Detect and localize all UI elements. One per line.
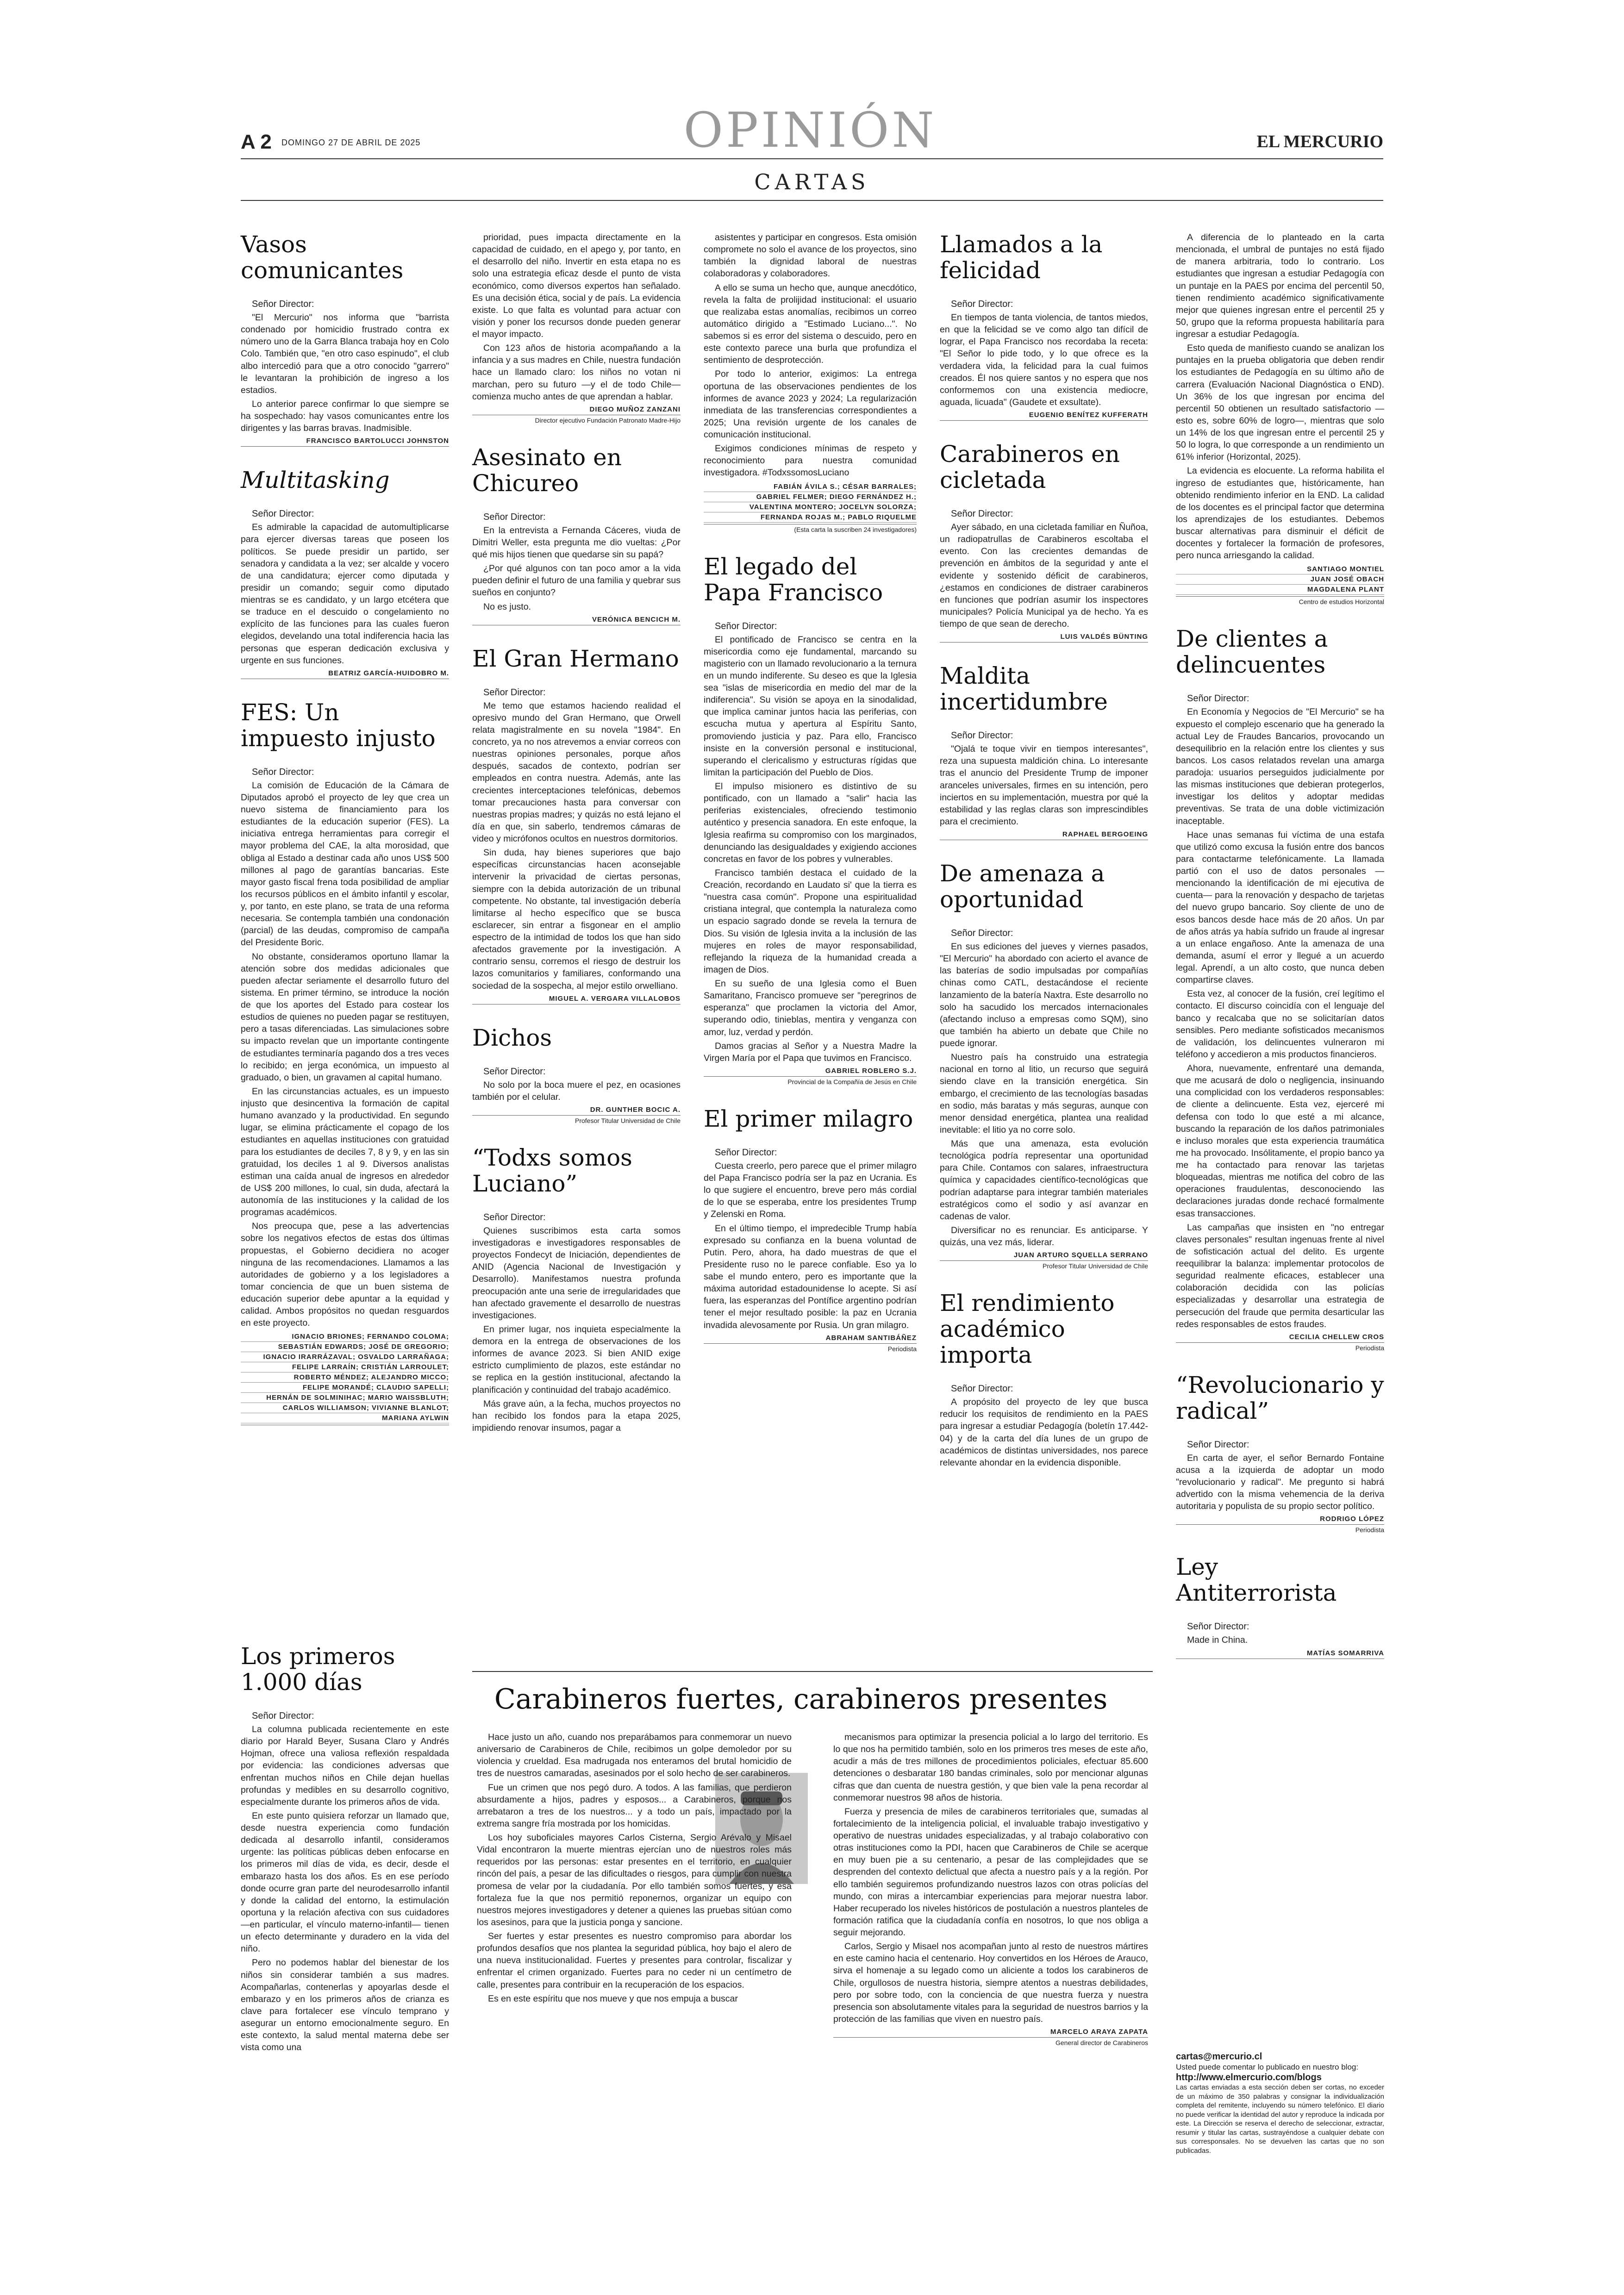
letter-signatures bbox=[704, 482, 917, 524]
letter-paragraph: "Ojalá te toque vivir en tiempos interesantes", reza una supuesta maldición china. Lo interesante tras el anuncio del Presidente Trump de imponer aranceles universales, firmes en su intención, pero inciertos en su implementación, muestra por qué la estabilidad y las reglas claras son imprescindibles para el crecimiento. bbox=[940, 744, 1148, 827]
feature-signature: MARCELO ARAYA ZAPATA bbox=[833, 2028, 1148, 2038]
letter-title: “Todxs somos Luciano” bbox=[472, 1144, 632, 1197]
section-title: OPINIÓN bbox=[683, 102, 937, 158]
letter-title: Maldita incertidumbre bbox=[940, 662, 1108, 716]
letter-salutation: Señor Director: bbox=[1187, 693, 1249, 704]
letter bbox=[940, 231, 1148, 421]
column-3 bbox=[704, 231, 917, 1620]
letter-salutation: Señor Director: bbox=[951, 299, 1013, 309]
letter-paragraph: En tiempos de tanta violencia, de tantos miedos, en que la felicidad se ve como algo tan difícil de lograr, el Papa Francisco nos recordaba la receta: "El Señor lo pide todo, y lo que ofrece es la verdadera vida, la felicidad para la cual fuimos creados. Él nos quiere santos y no espera que nos conformemos con una existencia mediocre, aguada, licuada" (Gaudete et exsultate). bbox=[940, 312, 1148, 407]
letter-paragraph: No obstante, consideramos oportuno llamar la atención sobre dos medidas adicionales que pueden afectar seriamente el desarrollo futuro del sistema. En primer término, se introduce la noción de que los aportes del Estado para costear los estudios de quienes no pueden pagar se restituyen, pero a tasas diferenciadas. Las simulaciones sobre su impacto revelan que un importante contingente de estudiantes terminaría pagando dos a tres veces lo recibido; en jerga económica, un impuesto al graduado, o bien, un gravamen al capital humano. bbox=[241, 951, 449, 1083]
signature-name: IGNACIO IRARRÁZAVAL; OSVALDO LARRAÑAGA; bbox=[241, 1352, 449, 1362]
letter-paragraph: Lo anterior parece confirmar lo que siempre se ha sospechado: hay vasos comunicantes entre los dirigentes y las barras bravas. Inadmisible. bbox=[241, 399, 449, 434]
letter-paragraph: En las circunstancias actuales, es un impuesto injusto que desincentiva la formación de capital humano avanzado y la productividad. En segundo lugar, se elimina prácticamente el copago de los estudiantes en aquellas instituciones con gratuidad para los estudiantes de deciles 7, 8 y 9, y en las sin gratuidad, los deciles 1 al 9. Diversos analistas estiman una caída anual de ingresos en alrededor de US$ 200 millones, lo cual, sin duda, afectará la autonomía de las instituciones y la calidad de los programas académicos. bbox=[241, 1086, 449, 1218]
letter-signature: FRANCISCO BARTOLUCCI JOHNSTON bbox=[241, 437, 449, 447]
letter-salutation: Señor Director: bbox=[951, 1384, 1013, 1394]
letter-salutation: Señor Director: bbox=[252, 509, 314, 519]
signature-name: FERNANDA ROJAS M.; PABLO RIQUELME bbox=[704, 512, 917, 523]
signature-name: VALENTINA MONTERO; JOCELYN SOLORZA; bbox=[704, 502, 917, 512]
letter bbox=[940, 441, 1148, 642]
letter-salutation: Señor Director: bbox=[715, 1147, 777, 1158]
letter-title: De clientes a delincuentes bbox=[1176, 625, 1328, 679]
letter bbox=[472, 646, 681, 1004]
column-1-continued bbox=[241, 1643, 449, 2245]
feature-title: Carabineros fuertes, carabineros presentes bbox=[494, 1683, 1108, 1715]
letter bbox=[241, 231, 449, 447]
letter-salutation: Señor Director: bbox=[951, 730, 1013, 741]
letter bbox=[241, 467, 449, 679]
letter-signer-role: Periodista bbox=[1355, 1344, 1384, 1352]
letter-title: Carabineros en cicletada bbox=[940, 441, 1120, 493]
letter bbox=[241, 1643, 449, 2053]
column-4 bbox=[940, 231, 1148, 1620]
letter-salutation: Señor Director: bbox=[715, 621, 777, 631]
feature-title-rule bbox=[472, 1671, 1153, 1672]
letter-paragraph: La evidencia es elocuente. La reforma habilita el ingreso de estudiantes que, históricamente, han obtenido rendimiento inferior en la END. La calidad de los docentes es el principal factor que determina los aprendizajes de los estudiantes. Debemos buscar alternativas para disminuir el déficit de docentes y fortalecer la formación de profesores, pero nunca arriesgando la calidad. bbox=[1176, 466, 1384, 561]
letter-salutation: Señor Director: bbox=[252, 1711, 314, 1721]
feature-paragraph: Los hoy suboficiales mayores Carlos Cisterna, Sergio Arévalo y Misael Vidal encontraron la muerte mientras ejercían uno de nuestros roles más requeridos por las personas: estar presentes en el territorio, en cualquier rincón del país, a pesar de las dificultades o riesgos, para cumplir con nuestra promesa de velar por la ciudadanía. Por ello también somos fuertes, y esa fortaleza fue la que nos permitió reponernos, organizar un equipo con nuestros mejores investigadores y detener a quienes las pruebas sitúan como los asesinos, para que la justicia ponga y sancione. bbox=[477, 1833, 792, 1927]
letter bbox=[940, 861, 1148, 1270]
feature-column-b bbox=[833, 1731, 1148, 2046]
letter-title: FES: Un impuesto injusto bbox=[241, 698, 436, 752]
letter-signer-role: Periodista bbox=[887, 1345, 917, 1353]
signature-name: FELIPE MORANDÉ; CLAUDIO SAPELLI; bbox=[241, 1383, 449, 1393]
letter-signature: VERÓNICA BENCICH M. bbox=[472, 616, 681, 625]
letter-paragraph: Nuestro país ha construido una estrategia nacional en torno al litio, un recurso que seguirá siendo clave en la transición energética. Sin embargo, el crecimiento de las tecnologías basadas en sodio, más baratas y más seguras, aunque con menor densidad energética, plantea una realidad inevitable: el litio ya no corre solo. bbox=[940, 1052, 1148, 1135]
letter-signer-role: Profesor Titular Universidad de Chile bbox=[575, 1116, 681, 1124]
letter-signature: DIEGO MUÑOZ ZANZANI bbox=[472, 405, 681, 415]
letter bbox=[472, 231, 681, 424]
letter-signature: GABRIEL ROBLERO S.J. bbox=[704, 1067, 917, 1077]
letter bbox=[241, 699, 449, 1426]
letter-paragraph: El pontificado de Francisco se centra en la misericordia como eje fundamental, marcando su magisterio con un llamado revolucionario a la ternura en un mundo indiferente. Su deseo es que la Iglesia sea "islas de misericordia en medio del mar de la indiferencia". Su visión se apoya en la sinodalidad, que implica caminar juntos hacia las periferias, con escucha mutua y apertura al Espíritu Santo, promoviendo justicia y paz. Para ello, Francisco insiste en la conversión personal e institucional, superando el clericalismo y estructuras rígidas que limitan la participación del Pueblo de Dios. bbox=[704, 634, 917, 778]
letter-paragraph: No solo por la boca muere el pez, en ocasiones también por el celular. bbox=[472, 1079, 681, 1102]
letter bbox=[704, 231, 917, 533]
letter-signature: LUIS VALDÉS BÜNTING bbox=[940, 633, 1148, 642]
letter-paragraph: La columna publicada recientemente en este diario por Harald Beyer, Susana Claro y Andrés Hojman, ofrece una valiosa reflexión respaldada por evidencia: las condiciones adversas que enfrentan muchos niños en Chile dejan huellas profundas y medibles en su desarrollo cognitivo, especialmente durante los primeros años de vida. bbox=[241, 1724, 449, 1807]
letter-title: De amenaza a oportunidad bbox=[940, 860, 1105, 913]
letter-paragraph: Esto queda de manifiesto cuando se analizan los puntajes en la prueba obligatoria que deben rendir los estudiantes de Pedagogía en su último año de carrera (Evaluación Nacional Diagnóstica o END). Un 36% de los que ingresan por encima del percentil 50 obtienen un resultado satisfactorio —esto es, sobre 60% de logro—, mientras que solo un 14% de los que ingresan entre el percentil 25 y 50 lo logra, lo que corresponde a un rendimiento un 61% inferior (Horizontal, 2025). bbox=[1176, 343, 1384, 462]
letter bbox=[472, 1025, 681, 1124]
letter-salutation: Señor Director: bbox=[252, 767, 314, 777]
letter-title: Llamados a la felicidad bbox=[940, 231, 1103, 284]
letter bbox=[472, 444, 681, 625]
feature-signer-role: General director de Carabineros bbox=[1056, 2039, 1148, 2046]
letter-salutation: Señor Director: bbox=[1187, 1621, 1249, 1632]
letter-signatures bbox=[1176, 564, 1384, 597]
letter-paragraph: En su sueño de una Iglesia como el Buen Samaritano, Francisco promueve ser "peregrinos de esperanza" que proclamen la victoria del Amor, superando odio, tinieblas, mentira y venganza con amor, luz, verdad y perdón. bbox=[704, 979, 917, 1037]
letter-title: Dichos bbox=[472, 1024, 552, 1051]
letter-paragraph: Me temo que estamos haciendo realidad el opresivo mundo del Gran Hermano, que Orwell relata magistralmente en su novela "1984". En concreto, ya no nos atrevemos a enviar correos con nuestras opiniones personales, porque años después, sacados de contexto, podrían ser empleados en contra nuestra. Además, ante las crecientes interceptaciones telefónicas, debemos tomar precauciones hasta para conversar con nuestras propias madres; y quizás no está lejano el día en que, sin saberlo, tendremos cámaras de video y micrófonos ocultos en nuestros dormitorios. bbox=[472, 700, 681, 844]
letter-paragraph: Con 123 años de historia acompañando a la infancia y a sus madres en Chile, nuestra fundación hace un llamado claro: los niños no votan ni marchan, pero su futuro —y el de todo Chile— comienza mucho antes de que aprendan a hablar. bbox=[472, 343, 681, 402]
contact-blog-link[interactable]: http://www.elmercurio.com/blogs bbox=[1176, 2072, 1322, 2083]
letter-title: El Gran Hermano bbox=[472, 645, 679, 672]
page-number: A 2 bbox=[241, 131, 272, 153]
letter-paragraph: Pero no podemos hablar del bienestar de los niños sin considerar también a sus madres. Acompañarlas, contenerlas y apoyarlas desde el embarazo y en los primeros años de crianza es clave para fortalecer ese vínculo temprano y asegurar un entorno emocionalmente seguro. En este contexto, la salud mental materna debe ser vista como una bbox=[241, 1958, 449, 2053]
letter-paragraph: A ello se suma un hecho que, aunque anecdótico, revela la falta de prolijidad institucional: el usuario que realizaba estas anomalías, recibimos un correo automático dirigido a "Estimado Luciano...". No sabemos si es error del sistema o descuido, pero en este contexto parece una burla que profundiza el sentimiento de desprotección. bbox=[704, 282, 917, 366]
letter bbox=[1176, 1554, 1384, 1659]
letter-paragraph: En el último tiempo, el impredecible Trump había expresado su confianza en la buena voluntad de Putin. Pero, ahora, ha dado muestras de que el Presidente ruso no le parece confiable. Eso ya lo sabe el mundo entero, pero es importante que la máxima autoridad estadounidense lo acepte. Si así fuera, las esperanzas del Pontífice argentino podrían tener el mejor resultado posible: la paz en Ucrania invadida alevosamente por Rusia. Un gran milagro. bbox=[704, 1223, 917, 1330]
letter-paragraph: La comisión de Educación de la Cámara de Diputados aprobó el proyecto de ley que crea un nuevo sistema de financiamiento para los estudiantes de la educación superior (FES). La iniciativa entrega herramientas para corregir el mayor problema del CAE, la alta morosidad, que obliga al Estado a destinar cada año unos US$ 500 millones al pago de garantías bancarias. Este mayor gasto fiscal frena toda posibilidad de ampliar los recursos públicos en el ámbito infantil y escolar, y, por tanto, en este plano, se trata de una reforma necesaria. Se contempla también una condonación (parcial) de las deudas, compromiso de campaña del Presidente Boric. bbox=[241, 780, 449, 948]
feature-paragraph: Carlos, Sergio y Misael nos acompañan junto al resto de nuestros mártires en este camino hacia el centenario. Hoy convertidos en los Héroes de Arauco, sirva el homenaje a su legado como un aliciente a todos los carabineros de Chile, orgullosos de nuestra historia, siempre atentos a nuestras debilidades, pero por sobre todo, con la conciencia de que nuestra fuerza y nuestra presencia son absolutamente vitales para la seguridad de nuestros barrios y la protección de las familias que viven en nuestro país. bbox=[833, 1941, 1148, 2024]
letter-title: Los primeros 1.000 días bbox=[241, 1643, 395, 1696]
letter-paragraph: Ahora, nuevamente, enfrentaré una demanda, que me acusará de dolo o negligencia, insinuando una complicidad con los verdaderos responsables: de cliente a delincuente. Esta vez, ejerceré mi defensa con todo lo que esté a mi alcance, buscando la reparación de los daños patrimoniales e incluso morales que esta experiencia traumática me ha provocado. Insólitamente, el propio banco ya me ha contactado para renovar las tarjetas bloqueadas, mientras me notifica del cobro de las operaciones fraudulentas, desconociendo las declaraciones juradas donde rechacé formalmente esas transacciones. bbox=[1176, 1063, 1384, 1219]
letter-title: Vasos comunicantes bbox=[241, 231, 404, 284]
letter-paragraph: El impulso misionero es distintivo de su pontificado, con un llamado a "salir" hacia las periferias existenciales, ofreciendo testimonio auténtico y presencia sanadora. En este enfoque, la Iglesia reafirma su compromiso con los marginados, denunciando las desigualdades y exigiendo acciones concretas en favor de los pobres y vulnerables. bbox=[704, 781, 917, 864]
contact-rules: Las cartas enviadas a esta sección deben ser cortas, no exceder de un máximo de 350 palabras y consignar la individualización completa del remitente, incluyendo su número telefónico. El diario no puede verificar la identidad del autor y reproduce la indicada por este. La Dirección se reserva el derecho de seleccionar, extractar, resumir y titular las cartas, sustrayéndose a cualquier debate con sus corresponsales. No se devuelven las cartas que no son publicadas. bbox=[1176, 2083, 1384, 2155]
signature-name: JUAN JOSÉ OBACH bbox=[1176, 574, 1384, 585]
page-date: DOMINGO 27 DE ABRIL DE 2025 bbox=[281, 138, 421, 147]
letter-title: Asesinato en Chicureo bbox=[472, 443, 622, 497]
contact-box bbox=[1176, 2052, 1384, 2155]
letter-signer-role: (Esta carta la suscriben 24 investigadores) bbox=[794, 525, 917, 533]
subheader-rule bbox=[241, 200, 1383, 201]
letter-salutation: Señor Director: bbox=[252, 299, 314, 309]
letter-paragraph: Más grave aún, a la fecha, muchos proyectos no han recibido los fondos para la etapa 2025, impidiendo renovar insumos, pagar a bbox=[472, 1398, 681, 1433]
letter-paragraph: asistentes y participar en congresos. Esta omisión compromete no solo el avance de los proyectos, sino también la dignidad laboral de nuestras colaboradoras y colaboradores. bbox=[704, 232, 917, 279]
letter-paragraph: Francisco también destaca el cuidado de la Creación, recordando en Laudato si' que la tierra es "nuestra casa común". Propone una espiritualidad cristiana integral, que contempla la naturaleza como un espacio sagrado donde se revela la ternura de Dios. Su visión de Iglesia invita a la inclusión de las mujeres en roles de mayor responsabilidad, reflejando la riqueza de la humanidad creada a imagen de Dios. bbox=[704, 867, 917, 975]
feature-column-a bbox=[477, 1731, 792, 2007]
letter-signature: JUAN ARTURO SQUELLA SERRANO bbox=[940, 1251, 1148, 1261]
signature-name: SANTIAGO MONTIEL bbox=[1176, 564, 1384, 574]
letter-paragraph: prioridad, pues impacta directamente en la capacidad de cuidado, en el apego y, por tanto, en el desarrollo del niño. Invertir en esta etapa no es solo una estrategia eficaz desde el punto de vista económico, como diversos expertos han señalado. Es una decisión ética, social y de país. La evidencia existe. Lo que falta es voluntad para actuar con visión y poner los recursos donde pueden generar el mayor impacto. bbox=[472, 232, 681, 339]
signature-name: CARLOS WILLIAMSON; VIVIANNE BLANLOT; bbox=[241, 1403, 449, 1413]
letter-paragraph: Made in China. bbox=[1187, 1635, 1248, 1646]
contact-email-note: Usted puede comentar lo publicado en nuestro blog: bbox=[1176, 2063, 1359, 2071]
letter-paragraph: Sin duda, hay bienes superiores que bajo específicas circunstancias hacen aconsejable intervenir la privacidad de ciertas personas, siempre con la debida autorización de un tribunal competente. No obstante, tal investigación debería limitarse al hecho específico que se busca esclarecer, sin entrar a fisgonear en el amplio espectro de la intimidad de todos los que han sido afectados gravemente por la investigación. A contrario sensu, corremos el riesgo de destruir los lazos comunitarios y familiares, conformando una sociedad de la sospecha, al mejor estilo orwelliano. bbox=[472, 848, 681, 991]
letter-signature: MATÍAS SOMARRIVA bbox=[1176, 1649, 1384, 1659]
letter-title: El legado del Papa Francisco bbox=[704, 553, 883, 606]
letter-salutation: Señor Director: bbox=[483, 1066, 546, 1077]
letter-signature: MIGUEL A. VERGARA VILLALOBOS bbox=[472, 995, 681, 1004]
letter-paragraph: Las campañas que insisten en "no entregar claves personales" resultan ingenuas frente al nivel de sofisticación actual del delito. Es urgente reequilibrar la balanza: implementar protocolos de seguridad realmente eficaces, establecer una colaboración decidida con las policías especializadas y desarrollar una estrategia de persecución del fraude que permita desarticular las redes responsables de estos fraudes. bbox=[1176, 1222, 1384, 1329]
letter-salutation: Señor Director: bbox=[1187, 1439, 1249, 1450]
letter-paragraph: En la entrevista a Fernanda Cáceres, viuda de Dimitri Weller, esta pregunta me dio vueltas: ¿Por qué mis hijos tienen que quedarse sin su papá? bbox=[472, 525, 681, 560]
letter-signature: DR. GUNTHER BOCIC A. bbox=[472, 1106, 681, 1116]
letter-signature: RODRIGO LÓPEZ bbox=[1176, 1515, 1384, 1525]
feature-paragraph: Fuerza y presencia de miles de carabineros territoriales que, sumadas al fortalecimiento de la inteligencia policial, el invaluable trabajo investigativo y operativo de nuestras unidades especializadas, y al trabajo colaborativo con otras instituciones como la PDI, hacen que Carabineros de Chile se acerque en muy buen pie a su centenario, a pesar de las complejidades que se desprenden del contexto delictual que afecta a nuestro país y a la región. Por ello también seguiremos profundizando nuestros lazos con otras policías del mundo, con miras a intercambiar experiencias para mejorar nuestra labor. Haber recuperado los niveles históricos de postulación a nuestros planteles de formación ratifica que la ciudadanía confía en nosotros, lo que nos obliga a seguir mejorando. bbox=[833, 1806, 1148, 1938]
letter-paragraph: En primer lugar, nos inquieta especialmente la demora en la entrega de observaciones de los informes de avance 2023. Si bien ANID exige estricto cumplimiento de plazos, este estándar no se replica en la gestión institucional, afectando la planificación y continuidad del trabajo académico. bbox=[472, 1324, 681, 1395]
letter-paragraph: Nos preocupa que, pese a las advertencias sobre los negativos efectos de estas dos últimas propuestas, el Gobierno decidiera no acoger ninguna de las recomendaciones. Llamamos a las autoridades de gobierno y a los legisladores a tomar conciencia de que un buen sistema de educación superior debe apuntar a la equidad y calidad. Ambos propósitos no quedan resguardos en este proyecto. bbox=[241, 1221, 449, 1328]
letter-paragraph: Más que una amenaza, esta evolución tecnológica podría representar una oportunidad para Chile. Contamos con salares, infraestructura química y capacidades científico-tecnológicas que podrían adaptarse para integrar también materiales estratégicos como el sodio y así avanzar en cadenas de valor. bbox=[940, 1139, 1148, 1222]
letter bbox=[940, 663, 1148, 840]
letter-paragraph: Es admirable la capacidad de automultiplicarse para ejercer diversas tareas que poseen los políticos. Se puede presidir un partido, ser senadora y candidata a la vez; ser alcalde y vocero de una candidatura; ejercer como diputada y presidir un comando; seguir como diputado mientras se es candidato, y un largo etcétera que se traduce en el descuido o congelamiento no explícito de las funciones para las cuales fueron elegidos, develando una total indiferencia hacia las personas que esperan dedicación exclusiva y urgente en sus funciones. bbox=[241, 522, 449, 666]
signature-name: IGNACIO BRIONES; FERNANDO COLOMA; bbox=[241, 1332, 449, 1342]
signature-name: FELIPE LARRAÍN; CRISTIÁN LARROULET; bbox=[241, 1362, 449, 1372]
signature-name: MAGDALENA PLANT bbox=[1176, 585, 1384, 595]
letter-title: El primer milagro bbox=[704, 1105, 913, 1132]
letter-signer-role: Centro de estudios Horizontal bbox=[1299, 598, 1384, 606]
contact-email[interactable]: cartas@mercurio.cl bbox=[1176, 2052, 1262, 2062]
letter-signatures bbox=[241, 1332, 449, 1425]
letter-signer-role: Director ejecutivo Fundación Patronato Madre-Hijo bbox=[535, 416, 681, 424]
letter-salutation: Señor Director: bbox=[951, 928, 1013, 938]
letter-paragraph: Esta vez, al conocer de la fusión, creí legítimo el contacto. El discurso coincidía con el lenguaje del banco y recalcaba que no se solicitarían datos sensibles. Pero mediante sofisticados mecanismos de validación, los delincuentes vulneraron mi teléfono y accedieron a mis productos financieros. bbox=[1176, 989, 1384, 1060]
feature-paragraph: Es en este espíritu que nos mueve y que nos empuja a buscar bbox=[488, 1993, 738, 2004]
letter bbox=[1176, 626, 1384, 1351]
letter-salutation: Señor Director: bbox=[483, 511, 546, 522]
letter bbox=[704, 1106, 917, 1353]
letter-signer-role: Periodista bbox=[1355, 1526, 1384, 1534]
letter bbox=[1176, 1372, 1384, 1534]
letter-salutation: Señor Director: bbox=[483, 1212, 546, 1222]
column-1 bbox=[241, 231, 449, 1620]
letter bbox=[1176, 231, 1384, 605]
letter-paragraph: Damos gracias al Señor y a Nuestra Madre la Virgen María por el Papa que tuvimos en Francisco. bbox=[704, 1041, 917, 1063]
newspaper-logo: EL MERCURIO bbox=[1256, 132, 1383, 151]
letter-paragraph: A propósito del proyecto de ley que busca reducir los requisitos de rendimiento en la PAES para ingresar a estudiar Pedagogía (boletín 17.442-04) y de la carta del día lunes de un grupo de académicos de distintas universidades, nos parece relevante ahondar en la evidencia disponible. bbox=[940, 1397, 1148, 1468]
feature-paragraph: Hace justo un año, cuando nos preparábamos para conmemorar un nuevo aniversario de Carabineros de Chile, recibimos un golpe demoledor por su violencia y crueldad. Esa madrugada nos enteramos del brutal homicidio de tres de nuestros camaradas, asesinados por el solo hecho de ser carabineros. bbox=[477, 1732, 792, 1779]
letter-signature: BEATRIZ GARCÍA-HUIDOBRO M. bbox=[241, 669, 449, 679]
letter-paragraph: En este punto quisiera reforzar un llamado que, desde nuestra experiencia como fundación dedicada al desarrollo infantil, consideramos urgente: las políticas públicas deben enfocarse en los primeros mil días de vida, es decir, desde el embarazo hasta los dos años. Es en ese período donde ocurre gran parte del neurodesarrollo infantil y donde la calidad del entorno, la estimulación oportuna y la relación afectiva con sus cuidadores —en particular, el vínculo materno-infantil— tienen un efecto determinante y duradero en la vida del niño. bbox=[241, 1810, 449, 1954]
letter-signature: CECILIA CHELLEW CROS bbox=[1176, 1333, 1384, 1343]
signature-name: GABRIEL FELMER; DIEGO FERNÁNDEZ H.; bbox=[704, 492, 917, 502]
letter bbox=[472, 1145, 681, 1434]
letter-salutation: Señor Director: bbox=[951, 509, 1013, 519]
letter bbox=[940, 1290, 1148, 1469]
signature-name: HERNÁN DE SOLMINIHAC; MARIO WAISSBLUTH; bbox=[241, 1393, 449, 1403]
signature-name: MARIANA AYLWIN bbox=[241, 1413, 449, 1423]
letter-signer-role: Profesor Titular Universidad de Chile bbox=[1043, 1262, 1148, 1270]
feature-paragraph: Fue un crimen que nos pegó duro. A todos. A las familias, que perdieron absurdamente a hijos, padres y esposos... a Carabineros, porque nos arrebataron a tres de los nuestros... y a todo un país, impactado por la extrema sangre fría mostrada por los homicidas. bbox=[477, 1782, 792, 1829]
signature-name: ROBERTO MÉNDEZ; ALEJANDRO MICCO; bbox=[241, 1372, 449, 1383]
letter-signature: ABRAHAM SANTIBÁÑEZ bbox=[704, 1334, 917, 1344]
feature-paragraph: mecanismos para optimizar la presencia policial a lo largo del territorio. Es lo que nos ha permitido también, solo en los primeros tres meses de este año, acudir a más de tres millones de procedimientos policiales, efectuar 85.600 detenciones o desbaratar 180 bandas criminales, solo por mencionar algunas cifras que dan cuenta de nuestra gestión, y que bien vale la pena recordar al conmemorar nuestros 98 años de historia. bbox=[833, 1732, 1148, 1803]
letter bbox=[704, 554, 917, 1085]
feature-paragraph: Ser fuertes y estar presentes es nuestro compromiso para abordar los profundos desafíos que nos plantea la seguridad pública, hoy bajo el alero de una nueva institucionalidad. Fuertes y presentes para controlar, fiscalizar y enfrentar el crimen organizado. Fuertes para no ceder ni un centímetro de calle, presentes para contribuir en la recuperación de los espacios. bbox=[477, 1931, 792, 1990]
letter-paragraph: Ayer sábado, en una cicletada familiar en Ñuñoa, un radiopatrullas de Carabineros escoltaba el evento. Con las crecientes demandas de prevención en ámbitos de la seguridad y ante el evidente y sostenido déficit de carabineros, ¿estamos en condiciones de distraer carabineros en funciones que podrían asumir los inspectores municipales? Policía Municipal ya de hecho. Ya es tiempo de que sean de derecho. bbox=[940, 522, 1148, 629]
letter-paragraph: Exigimos condiciones mínimas de respeto y reconocimiento para nuestra comunidad investigadora. #TodxssomosLuciano bbox=[704, 443, 917, 478]
letter-title: Multitasking bbox=[241, 467, 390, 494]
letter-paragraph: Quienes suscribimos esta carta somos investigadoras e investigadores responsables de proyectos Fondecyt de Iniciación, dependientes de ANID (Agencia Nacional de Investigación y Desarrollo). Manifestamos nuestra profunda preocupación ante una serie de irregularidades que han afectado gravemente el desarrollo de nuestras investigaciones. bbox=[472, 1225, 681, 1321]
section-subtitle: CARTAS bbox=[754, 169, 870, 194]
signature-name: FABIÁN ÁVILA S.; CÉSAR BARRALES; bbox=[704, 482, 917, 492]
letter-paragraph: En carta de ayer, el señor Bernardo Fontaine acusa a la izquierda de adoptar un modo "revolucionario y radical". Me pregunto si habrá advertido con la misma vehemencia de la deriva autoritaria y populista de su propio sector político. bbox=[1176, 1453, 1384, 1512]
letter-paragraph: Cuesta creerlo, pero parece que el primer milagro del Papa Francisco podría ser la paz en Ucrania. Es lo que sugiere el encuentro, breve pero más cordial de lo que se esperaba, entre los presidentes Trump y Zelenski en Roma. bbox=[704, 1160, 917, 1220]
letter-signature: RAPHAEL BERGOEING bbox=[940, 830, 1148, 840]
letter-salutation: Señor Director: bbox=[483, 687, 546, 698]
letter-paragraph: A diferencia de lo planteado en la carta mencionada, el umbral de puntajes no está fijado de manera arbitraria, todo lo contrario. Los estudiantes que ingresan a estudiar Pedagogía con un puntaje en la PAES por encima del percentil 50, tienen rendimiento académico significativamente mejor que quienes ingresan entre el percentil 25 y 50, grupo que la reforma propuesta habilitaría para ingresar a estudiar Pedagogía. bbox=[1176, 232, 1384, 339]
letter-paragraph: Por todo lo anterior, exigimos: La entrega oportuna de las observaciones pendientes de los informes de avance 2023 y 2024; La regularización inmediata de las transferencias correspondientes a 2025; Una revisión urgente de los canales de comunicación institucional. bbox=[704, 369, 917, 440]
signature-name: SEBASTIÁN EDWARDS; JOSÉ DE GREGORIO; bbox=[241, 1342, 449, 1352]
letter-signature: EUGENIO BENÍTEZ KUFFERATH bbox=[940, 411, 1148, 421]
column-5 bbox=[1176, 231, 1384, 2037]
letter-paragraph: En Economía y Negocios de "El Mercurio" se ha expuesto el complejo escenario que ha generado la actual Ley de Fraudes Bancarios, provocando un desequilibrio en la relación entre los clientes y sus bancos. Los casos relatados revelan una amarga paradoja: usuarios perseguidos judicialmente por las mismas instituciones que debieran protegerlos, investigar los delitos y adoptar medidas preventivas. Se trata de una doble victimización inaceptable. bbox=[1176, 707, 1384, 826]
header-rule bbox=[241, 158, 1383, 159]
letter-paragraph: Hace unas semanas fui víctima de una estafa que utilizó como excusa la fusión entre dos bancos para contactarme telefónicamente. La llamada partió con el uso de datos personales —mencionando la identificación de mi ejecutiva de cuenta— para la renovación y despacho de tarjetas del nuevo grupo bancario. Soy cliente de uno de esos bancos desde hace más de 20 años. Un par de años atrás ya había sufrido un fraude al ingresar a un enlace engañoso. Ante la amenaza de una demanda, asumí el error y llegué a un acuerdo legal. Aprendí, a un alto costo, que nunca deben compartirse claves. bbox=[1176, 829, 1384, 985]
letter-paragraph: No es justo. bbox=[483, 601, 531, 612]
letter-paragraph: Diversificar no es renunciar. Es anticiparse. Y quizás, una vez más, liderar. bbox=[940, 1225, 1148, 1247]
letter-paragraph: "El Mercurio" nos informa que "barrista condenado por homicidio frustrado contra ex número uno de la Garra Blanca trabaja hoy en Colo Colo. También que, "en otro caso espinudo", el club albo intercedió para que a otro conocido "garrero" le levantaran la prohibición de ingreso a los estadios. bbox=[241, 312, 449, 395]
column-2 bbox=[472, 231, 681, 1620]
letter-title: “Revolucionario y radical” bbox=[1176, 1371, 1384, 1424]
letter-title: Ley Antiterrorista bbox=[1176, 1553, 1337, 1607]
letter-paragraph: En sus ediciones del jueves y viernes pasados, "El Mercurio" ha abordado con acierto el avance de las baterías de sodio impulsadas por compañías chinas como CATL, destacándose el reciente lanzamiento de la batería Naxtra. Este desarrollo no solo ha sacudido los mercados internacionales (afectando incluso a empresas como SQM), sino que también ha abierto un debate que Chile no puede ignorar. bbox=[940, 942, 1148, 1048]
letter-signer-role: Provincial de la Compañía de Jesús en Chile bbox=[787, 1078, 917, 1085]
letter-paragraph: ¿Por qué algunos con tan poco amor a la vida pueden definir el futuro de una familia y quebrar sus sueños en conjunto? bbox=[472, 563, 681, 598]
letter-title: El rendimiento académico importa bbox=[940, 1290, 1115, 1369]
